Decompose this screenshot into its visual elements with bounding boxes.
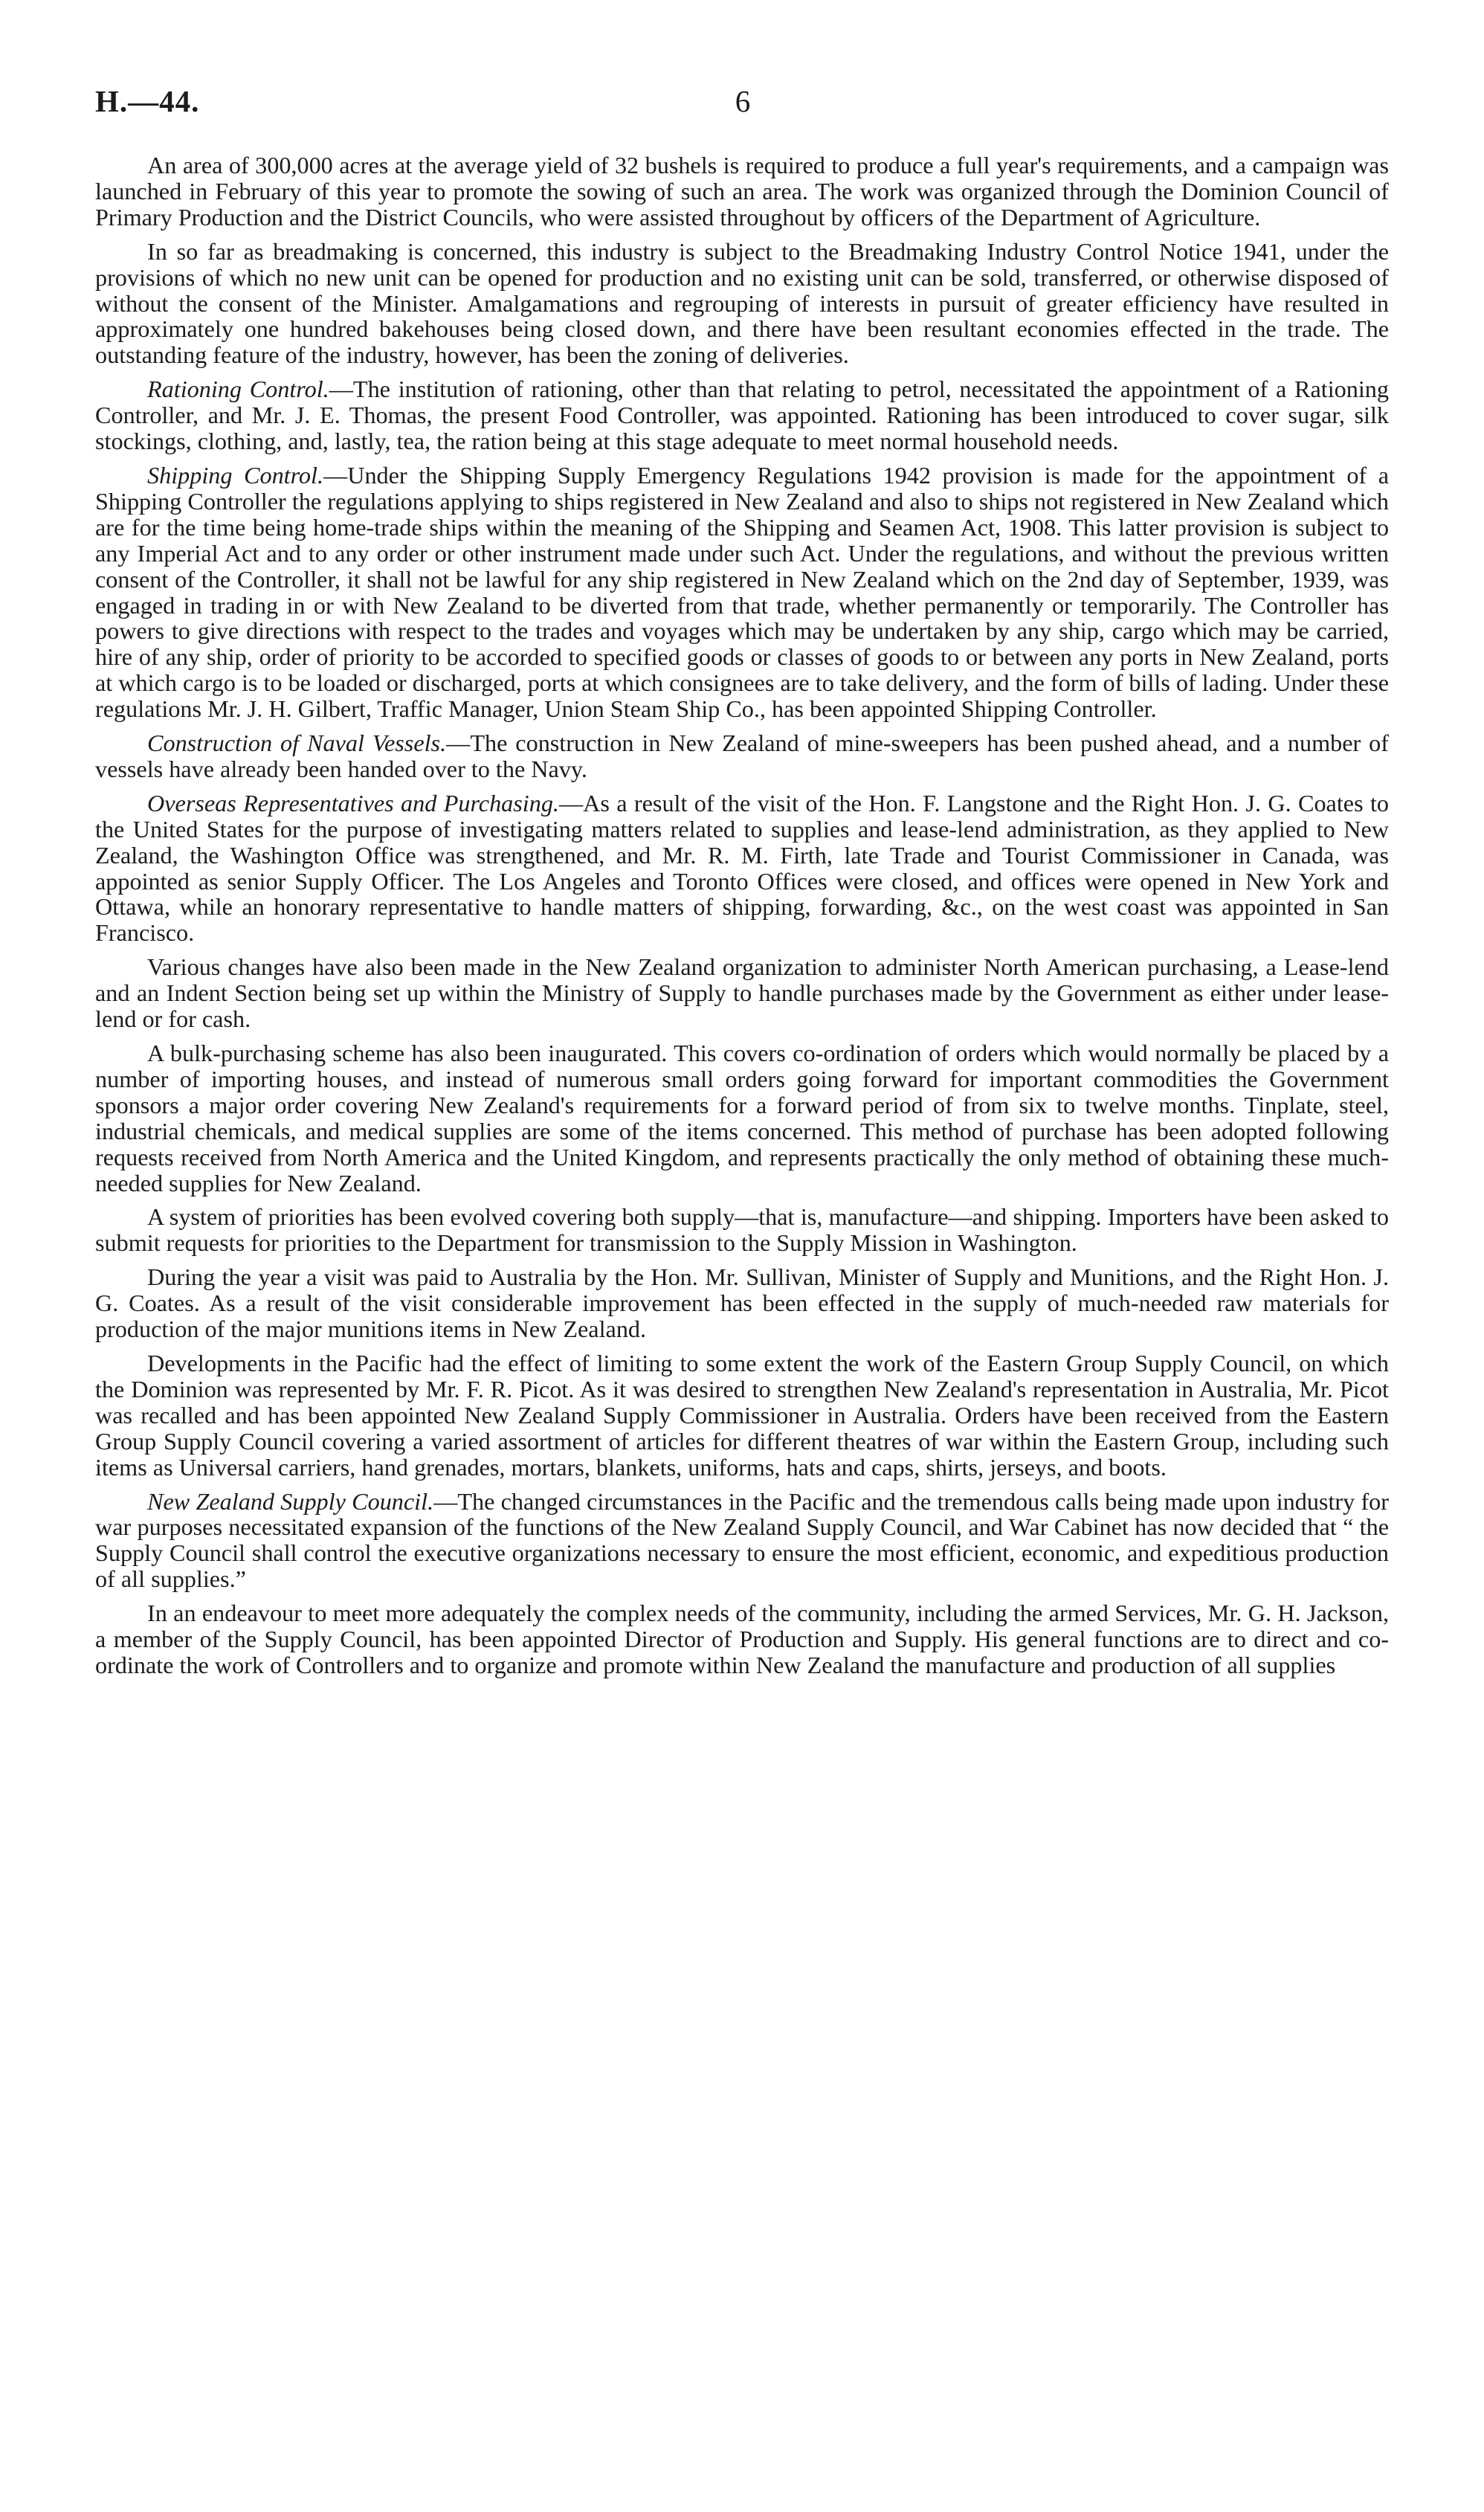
document-reference: H.—44. bbox=[95, 84, 200, 118]
paragraph-eastern-group bbox=[95, 1350, 1389, 1481]
paragraph-text: —The construction in New Zealand of mine-sweepers has been pushed ahead, and a number of vessels have already been handed over to the Navy. bbox=[95, 730, 1389, 782]
paragraph-text: Developments in the Pacific had the effect of limiting to some extent the work of the Eastern Group Supply Council, on which the Dominion was represented by Mr. F. R. Picot. As it was desired to strengthen New Zealand's representation in Australia, Mr. Picot was recalled and has been appointed New Zealand Supply Commissioner in Australia. Orders have been received from the Eastern Group Supply Council covering a varied assortment of articles for different theatres of war within the Eastern Group, including such items as Universal carriers, hand grenades, mortars, blankets, uniforms, hats and caps, shirts, jerseys, and boots. bbox=[95, 1349, 1389, 1481]
paragraph-purchasing-changes bbox=[95, 954, 1389, 1032]
paragraph-shipping-control bbox=[95, 463, 1389, 722]
body-text bbox=[95, 152, 1389, 1687]
paragraph-text: —As a result of the visit of the Hon. F. Langstone and the Right Hon. J. G. Coates to the United States for the purpose of investigating matters related to supplies and lease-lend administration, as they applied to New Zealand, the Washington Office was strengthened, and Mr. R. M. Firth, late Trade and Tourist Commissioner in Canada, was appointed as senior Supply Officer. The Los Angeles and Toronto Offices were closed, and offices were opened in New York and Ottawa, while an honorary representative to handle matters of shipping, forwarding, &c., on the west coast was appointed in San Francisco. bbox=[95, 789, 1389, 947]
paragraph-text: A bulk-purchasing scheme has also been inaugurated. This covers co-ordination of orders which would normally be placed by a number of importing houses, and instead of numerous small orders going forward for important commodities the Government sponsors a major order covering New Zealand's requirements for a forward period of from six to twelve months. Tinplate, steel, industrial chemicals, and medical supplies are some of the items concerned. This method of purchase has been adopted following requests received from North America and the United Kingdom, and represents practically the only method of obtaining these much-needed supplies for New Zealand. bbox=[95, 1040, 1389, 1197]
paragraph-heading: Construction of Naval Vessels. bbox=[147, 730, 447, 757]
paragraph-heading: Shipping Control. bbox=[147, 461, 324, 489]
paragraph-text: In so far as breadmaking is concerned, this industry is subject to the Breadmaking Industry Control Notice 1941, under the provisions of which no new unit can be opened for production and no existing unit can be sold, transferred, or otherwise disposed of without the consent of the Minister. Amalgamations and regrouping of interests in pursuit of greater efficiency have resulted in approximately one hundred bakehouses being closed down, and there have been resultant economies effected in the trade. The outstanding feature of the industry, however, has been the zoning of deliveries. bbox=[95, 237, 1389, 369]
paragraph-overseas-representatives bbox=[95, 790, 1389, 946]
paragraph-text: An area of 300,000 acres at the average yield of 32 bushels is required to produce a full year's requirements, and a campaign was launched in February of this year to promote the sowing of such an area. The work was organized through the Dominion Council of Primary Production and the District Councils, who were assisted throughout by officers of the Department of Agriculture. bbox=[95, 152, 1389, 231]
paragraph-text: —The institution of rationing, other than that relating to petrol, necessitated the appointment of a Rationing Controller, and Mr. J. E. Thomas, the present Food Controller, was appointed. Rationing has been introduced to cover sugar, silk stockings, clothing, and, lastly, tea, the ration being at this stage adequate to meet normal household needs. bbox=[95, 376, 1389, 455]
paragraph-wheat-area bbox=[95, 152, 1389, 231]
paragraph-text: During the year a visit was paid to Australia by the Hon. Mr. Sullivan, Minister of Supply and Munitions, and the Right Hon. J. G. Coates. As a result of the visit considerable improvement has been effected in the supply of much-needed raw materials for production of the major munitions items in New Zealand. bbox=[95, 1263, 1389, 1343]
paragraph-priorities bbox=[95, 1204, 1389, 1256]
paragraph-australia-visit bbox=[95, 1264, 1389, 1342]
paragraph-text: A system of priorities has been evolved covering both supply—that is, manufacture—and shipping. Importers have been asked to submit requests for priorities to the Department for transmission to the Supply Mission in Washington. bbox=[95, 1203, 1389, 1257]
paragraph-text: In an endeavour to meet more adequately the complex needs of the community, including the armed Services, Mr. G. H. Jackson, a member of the Supply Council, has been appointed Director of Production and Supply. His general functions are to direct and co-ordinate the work of Controllers and to organize and promote within New Zealand the manufacture and production of all supplies bbox=[95, 1600, 1389, 1678]
page-header bbox=[95, 83, 1389, 128]
paragraph-director-of-production bbox=[95, 1600, 1389, 1678]
paragraph-heading: New Zealand Supply Council. bbox=[147, 1487, 434, 1515]
page-number: 6 bbox=[735, 84, 751, 118]
paragraph-rationing-control bbox=[95, 376, 1389, 454]
paragraph-heading: Rationing Control. bbox=[147, 376, 329, 403]
paragraph-breadmaking bbox=[95, 239, 1389, 369]
paragraph-supply-council bbox=[95, 1489, 1389, 1593]
paragraph-text: Various changes have also been made in the New Zealand organization to administer North American purchasing, a Lease-lend and an Indent Section being set up within the Ministry of Supply to handle purchases made by the Government as either under lease-lend or for cash. bbox=[95, 953, 1389, 1033]
paragraph-text: —Under the Shipping Supply Emergency Regulations 1942 provision is made for the appointment of a Shipping Controller the regulations applying to ships registered in New Zealand and also to ships not registered in New Zealand which are for the time being home-trade ships within the meaning of the Shipping and Seamen Act, 1908. This latter provision is subject to any Imperial Act and to any order or other instrument made under such Act. Under the regulations, and without the previous written consent of the Controller, it shall not be lawful for any ship registered in New Zealand which on the 2nd day of September, 1939, was engaged in trading in or with New Zealand to be diverted from that trade, whether permanently or temporarily. The Controller has powers to give directions with respect to the trades and voyages which may be undertaken by any ship, cargo which may be carried, hire of any ship, order of priority to be accorded to specified goods or classes of goods to or between any ports in New Zealand, ports at which cargo is to be loaded or discharged, ports at which consignees are to take delivery, and the form of bills of lading. Under these regulations Mr. J. H. Gilbert, Traffic Manager, Union Steam Ship Co., has been appointed Shipping Controller. bbox=[95, 461, 1389, 723]
paragraph-bulk-purchasing bbox=[95, 1040, 1389, 1196]
paragraph-text: —The changed circumstances in the Pacific and the tremendous calls being made upon industry for war purposes necessitated expansion of the functions of the New Zealand Supply Council, and War Cabinet has now decided that “ the Supply Council shall control the executive organizations necessary to ensure the most efficient, economic, and expeditious production of all supplies.” bbox=[95, 1487, 1389, 1593]
paragraph-naval-vessels bbox=[95, 730, 1389, 782]
paragraph-heading: Overseas Representatives and Purchasing. bbox=[147, 789, 559, 817]
